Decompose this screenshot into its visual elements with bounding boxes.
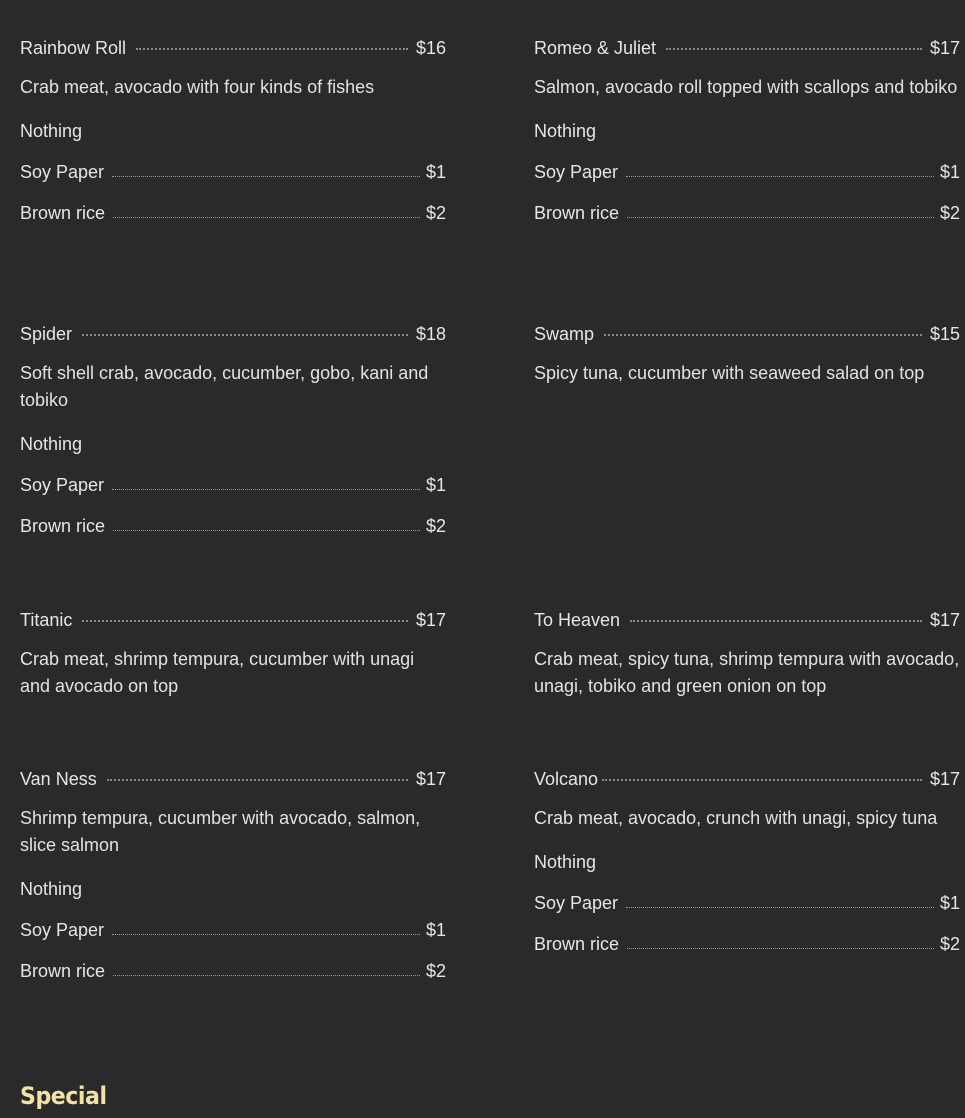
menu-item-spider (20, 322, 446, 538)
item-name: Titanic (20, 610, 73, 630)
item-description: Shrimp tempura, cucumber with avocado, salmon, slice salmon (20, 808, 421, 855)
option-brown-rice[interactable] (20, 514, 446, 538)
dot-leader (627, 948, 934, 949)
option-price: $2 (939, 934, 960, 954)
option-name: Brown rice (20, 961, 106, 981)
item-price: $17 (415, 769, 446, 789)
menu-item-rainbow-roll (20, 36, 446, 225)
item-name: Spider (20, 324, 73, 344)
item-price: $17 (929, 610, 960, 630)
item-name: Volcano (534, 769, 599, 789)
option-soy-paper[interactable] (534, 160, 960, 184)
item-header (20, 608, 446, 632)
item-header (20, 36, 446, 60)
dot-leader (602, 779, 922, 781)
option-nothing[interactable]: Nothing (534, 852, 597, 872)
item-description: Spicy tuna, cucumber with seaweed salad on top (534, 363, 925, 383)
option-soy-paper[interactable] (534, 891, 960, 915)
option-price: $1 (939, 162, 960, 182)
item-description: Crab meat, avocado, crunch with unagi, spicy tuna (534, 808, 938, 828)
option-soy-paper[interactable] (20, 160, 446, 184)
item-description: Salmon, avocado roll topped with scallops and tobiko (534, 77, 958, 97)
dot-leader (113, 217, 420, 218)
option-soy-paper[interactable] (20, 918, 446, 942)
option-soy-paper[interactable] (20, 473, 446, 497)
option-nothing[interactable]: Nothing (20, 121, 83, 141)
dot-leader (630, 620, 922, 622)
menu-item-van-ness (20, 767, 446, 983)
item-name: To Heaven (534, 610, 621, 630)
option-name: Soy Paper (20, 920, 105, 940)
item-description: Crab meat, shrimp tempura, cucumber with unagi and avocado on top (20, 649, 415, 696)
option-brown-rice[interactable] (20, 959, 446, 983)
item-description: Soft shell crab, avocado, cucumber, gobo, kani and tobiko (20, 363, 429, 410)
option-name: Brown rice (20, 516, 106, 536)
dot-leader (82, 334, 408, 336)
item-name: Van Ness (20, 769, 97, 789)
option-price: $1 (425, 920, 446, 940)
option-name: Brown rice (534, 203, 620, 223)
menu-item-swamp (534, 322, 960, 387)
option-name: Brown rice (20, 203, 106, 223)
dot-leader (112, 176, 420, 177)
option-brown-rice[interactable] (534, 201, 960, 225)
dot-leader (82, 620, 408, 622)
dot-leader (604, 334, 922, 336)
option-price: $1 (425, 162, 446, 182)
section-title-special: Special (20, 1082, 107, 1110)
menu-item-romeo-juliet (534, 36, 960, 225)
option-price: $1 (425, 475, 446, 495)
item-description: Crab meat, spicy tuna, shrimp tempura with avocado, unagi, tobiko and green onion on top (534, 649, 960, 696)
item-header (534, 36, 960, 60)
option-price: $2 (939, 203, 960, 223)
dot-leader (112, 489, 420, 490)
item-header (20, 767, 446, 791)
option-price: $2 (425, 961, 446, 981)
item-header (534, 322, 960, 346)
option-price: $2 (425, 516, 446, 536)
dot-leader (626, 907, 934, 908)
dot-leader (136, 48, 408, 50)
menu-item-volcano (534, 767, 960, 956)
item-header (534, 608, 960, 632)
item-price: $18 (415, 324, 446, 344)
option-nothing[interactable]: Nothing (20, 434, 83, 454)
option-name: Soy Paper (534, 162, 619, 182)
option-name: Soy Paper (20, 162, 105, 182)
menu-item-to-heaven (534, 608, 960, 700)
item-price: $17 (929, 769, 960, 789)
option-nothing[interactable]: Nothing (534, 121, 597, 141)
dot-leader (666, 48, 922, 50)
option-price: $2 (425, 203, 446, 223)
option-brown-rice[interactable] (20, 201, 446, 225)
option-nothing[interactable]: Nothing (20, 879, 83, 899)
dot-leader (626, 176, 934, 177)
item-header (534, 767, 960, 791)
option-name: Brown rice (534, 934, 620, 954)
option-brown-rice[interactable] (534, 932, 960, 956)
option-name: Soy Paper (534, 893, 619, 913)
dot-leader (113, 975, 420, 976)
dot-leader (113, 530, 420, 531)
dot-leader (627, 217, 934, 218)
item-header (20, 322, 446, 346)
item-name: Rainbow Roll (20, 38, 127, 58)
menu-item-titanic (20, 608, 446, 700)
item-price: $16 (415, 38, 446, 58)
option-price: $1 (939, 893, 960, 913)
item-price: $15 (929, 324, 960, 344)
item-description: Crab meat, avocado with four kinds of fishes (20, 77, 375, 97)
item-price: $17 (415, 610, 446, 630)
item-name: Swamp (534, 324, 595, 344)
item-name: Romeo & Juliet (534, 38, 657, 58)
item-price: $17 (929, 38, 960, 58)
option-name: Soy Paper (20, 475, 105, 495)
dot-leader (112, 934, 420, 935)
dot-leader (107, 779, 408, 781)
